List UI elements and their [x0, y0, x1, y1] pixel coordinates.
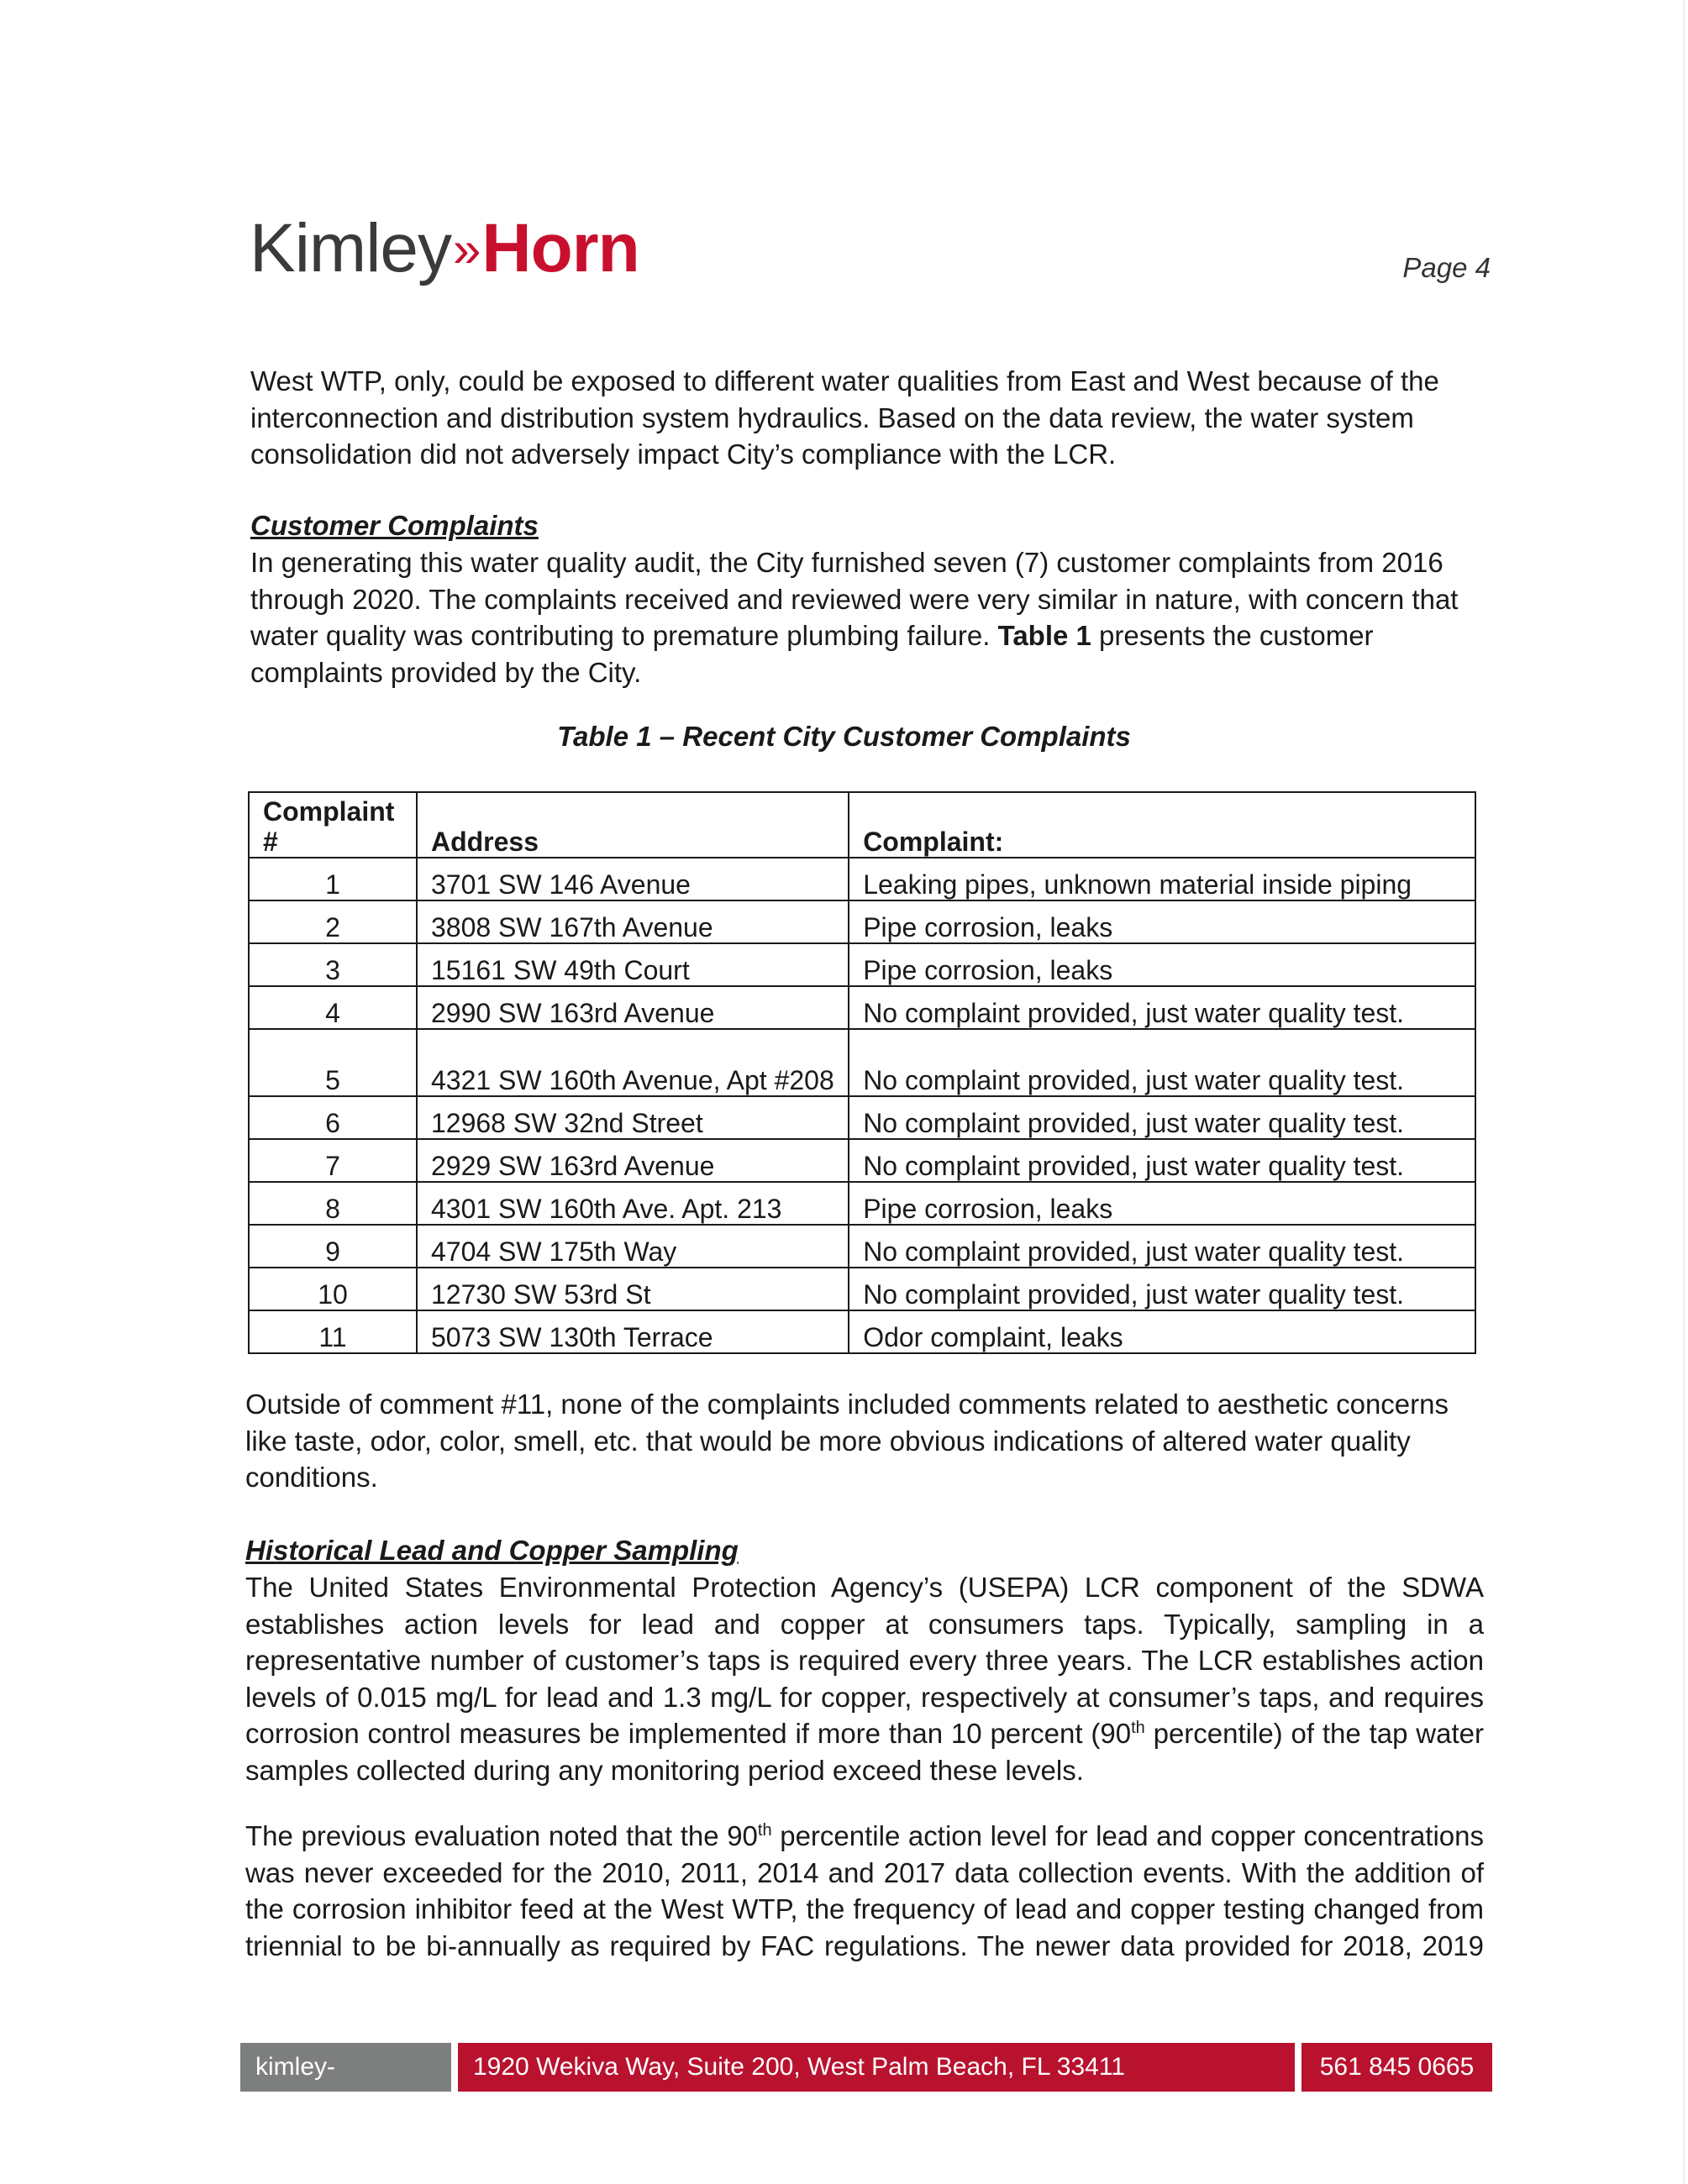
table-row — [249, 986, 1475, 1029]
customer-complaints-heading: Customer Complaints — [250, 510, 539, 541]
cell-number: 10 — [249, 1268, 417, 1310]
cell-address: 3808 SW 167th Avenue — [417, 900, 849, 943]
lead-copper-paragraph-1 — [245, 1569, 1484, 1788]
cell-address: 3701 SW 146 Avenue — [417, 858, 849, 900]
cell-number: 5 — [249, 1029, 417, 1096]
cell-address: 4301 SW 160th Ave. Apt. 213 — [417, 1182, 849, 1225]
cell-address: 5073 SW 130th Terrace — [417, 1310, 849, 1353]
footer-bar — [240, 2043, 1492, 2129]
table-row — [249, 1029, 1475, 1096]
cell-number: 1 — [249, 858, 417, 900]
cell-address: 15161 SW 49th Court — [417, 943, 849, 986]
logo-chevrons-icon: » — [453, 221, 481, 277]
lead-copper-p2-text-a: The previous evaluation noted that the 90 — [245, 1820, 758, 1851]
cell-address: 12730 SW 53rd St — [417, 1268, 849, 1310]
complaints-table — [248, 791, 1476, 1354]
table-row — [249, 1096, 1475, 1139]
footer-phone: 561 845 0665 — [1301, 2043, 1492, 2092]
complaints-text-a: In generating this water quality audit, the City furnished seven (7) customer complaints from 2016 through 2020. The complaints received and reviewed were very similar in nature, with concern that water quality was contributing to premature plumbing failure. — [250, 547, 1459, 651]
table-row — [249, 1310, 1475, 1353]
table-row — [249, 858, 1475, 900]
footer-website-link[interactable]: kimley-horn.com — [240, 2043, 451, 2092]
table-row — [249, 1139, 1475, 1182]
logo-text-kimley: Kimley — [250, 210, 452, 286]
table-header-row — [249, 792, 1475, 858]
cell-complaint: Odor complaint, leaks — [849, 1310, 1475, 1353]
table-ref-bold: Table 1 — [997, 620, 1091, 651]
cell-address: 4321 SW 160th Avenue, Apt #208 — [417, 1029, 849, 1096]
table-row — [249, 900, 1475, 943]
page-number: Page 4 — [1402, 252, 1491, 283]
page-edge-line — [1683, 0, 1685, 2184]
cell-number: 7 — [249, 1139, 417, 1182]
column-header-complaint-number: Complaint # — [249, 792, 417, 858]
footer-address: 1920 Wekiva Way, Suite 200, West Palm Beach, FL 33411 — [458, 2043, 1295, 2092]
cell-address: 4704 SW 175th Way — [417, 1225, 849, 1268]
lead-copper-p2-text-b: percentile action level for lead and copper concentrations was never exceeded for the 2010, 2011, 2014 and 2017 data collection events. With the addition of the corrosion inhibitor feed at the West WTP, the frequency of lead and copper testing changed from triennial to be bi-annually as required by FAC regulations. The newer data provided for 2018, 2019 — [245, 1820, 1484, 1961]
lead-copper-paragraph-2 — [245, 1818, 1484, 1964]
complaints-text-b: presents the customer complaints provided by the City. — [250, 620, 1374, 688]
table-caption: Table 1 – Recent City Customer Complaints — [557, 721, 1131, 752]
cell-address: 12968 SW 32nd Street — [417, 1096, 849, 1139]
cell-number: 2 — [249, 900, 417, 943]
column-header-complaint: Complaint: — [849, 792, 1475, 858]
cell-number: 8 — [249, 1182, 417, 1225]
column-header-address: Address — [417, 792, 849, 858]
cell-complaint: Pipe corrosion, leaks — [849, 943, 1475, 986]
cell-complaint: No complaint provided, just water quality test. — [849, 1029, 1475, 1096]
cell-number: 9 — [249, 1225, 417, 1268]
intro-paragraph: West WTP, only, could be exposed to different water qualities from East and West because of the interconnection and distribution system hydraulics. Based on the data review, the water system consolidation did not adversely impact City’s compliance with the LCR. — [250, 365, 1439, 470]
table-row — [249, 1225, 1475, 1268]
superscript-th: th — [757, 1821, 772, 1840]
cell-complaint: Pipe corrosion, leaks — [849, 1182, 1475, 1225]
cell-number: 3 — [249, 943, 417, 986]
cell-address: 2929 SW 163rd Avenue — [417, 1139, 849, 1182]
lead-copper-p1-text-b: percentile) of the tap water samples collected during any monitoring period exceed these levels. — [245, 1718, 1484, 1786]
cell-complaint: Pipe corrosion, leaks — [849, 900, 1475, 943]
cell-number: 6 — [249, 1096, 417, 1139]
logo-text-horn: Horn — [481, 210, 639, 286]
cell-address: 2990 SW 163rd Avenue — [417, 986, 849, 1029]
cell-number: 4 — [249, 986, 417, 1029]
cell-complaint: No complaint provided, just water quality test. — [849, 986, 1475, 1029]
lead-copper-heading: Historical Lead and Copper Sampling — [245, 1535, 739, 1566]
after-table-paragraph: Outside of comment #11, none of the complaints included comments related to aesthetic concerns like taste, odor, color, smell, etc. that would be more obvious indications of altered water quality conditions. — [245, 1389, 1449, 1493]
table-row — [249, 1268, 1475, 1310]
customer-complaints-paragraph — [250, 544, 1469, 690]
cell-complaint: Leaking pipes, unknown material inside piping — [849, 858, 1475, 900]
table-row — [249, 943, 1475, 986]
superscript-th: th — [1131, 1719, 1145, 1737]
cell-complaint: No complaint provided, just water quality test. — [849, 1096, 1475, 1139]
cell-complaint: No complaint provided, just water quality test. — [849, 1268, 1475, 1310]
cell-complaint: No complaint provided, just water quality test. — [849, 1139, 1475, 1182]
cell-number: 11 — [249, 1310, 417, 1353]
cell-complaint: No complaint provided, just water quality test. — [849, 1225, 1475, 1268]
table-row — [249, 1182, 1475, 1225]
kimley-horn-logo — [250, 210, 639, 286]
lead-copper-p1-text-a: The United States Environmental Protection Agency’s (USEPA) LCR component of the SDWA establishes action levels for lead and copper at consumers taps. Typically, sampling in a representative number of customer’s taps is required every three years. The LCR establishes action levels of 0.015 mg/L for lead and 1.3 mg/L for copper, respectively at consumer’s taps, and requires corrosion control measures be implemented if more than 10 percent (90 — [245, 1572, 1484, 1749]
